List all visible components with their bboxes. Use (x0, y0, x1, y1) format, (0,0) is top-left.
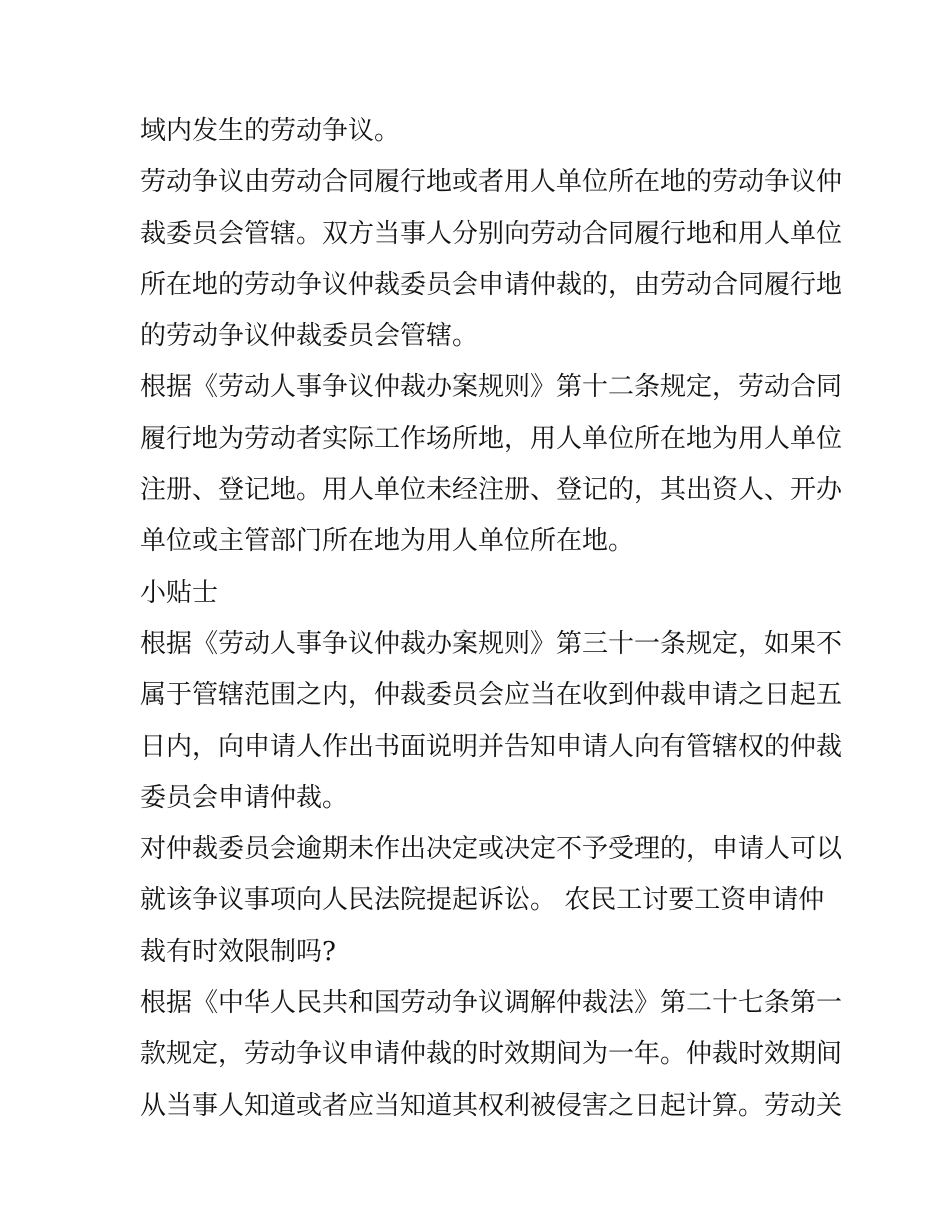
text-line: 裁委员会管辖。双方当事人分别向劳动合同履行地和用人单位 (140, 218, 843, 249)
text-line: 就该争议事项向人民法院提起诉讼。 农民工讨要工资申请仲 (140, 885, 825, 916)
text-line: 裁有时效限制吗? (140, 936, 336, 967)
text-line: 属于管辖范围之内，仲裁委员会应当在收到仲裁申请之日起五 (140, 680, 843, 711)
text-line: 注册、登记地。用人单位未经注册、登记的，其出资人、开办 (140, 475, 843, 506)
text-line: 从当事人知道或者应当知道其权利被侵害之日起计算。劳动关 (140, 1090, 843, 1121)
text-line: 款规定，劳动争议申请仲裁的时效期间为一年。仲裁时效期间 (140, 1039, 843, 1070)
section-heading: 小贴士 (140, 577, 219, 608)
text-line: 劳动争议由劳动合同履行地或者用人单位所在地的劳动争议仲 (140, 167, 843, 198)
text-line: 根据《中华人民共和国劳动争议调解仲裁法》第二十七条第一 (140, 988, 843, 1019)
text-line: 域内发生的劳动争议。 (140, 116, 401, 146)
text-line: 的劳动争议仲裁委员会管辖。 (140, 321, 479, 352)
text-line: 对仲裁委员会逾期未作出决定或决定不予受理的，申请人可以 (140, 834, 843, 865)
text-line: 根据《劳动人事争议仲裁办案规则》第三十一条规定，如果不 (140, 628, 843, 659)
text-line: 日内，向申请人作出书面说明并告知申请人向有管辖权的仲裁 (140, 731, 843, 762)
document-body (140, 106, 843, 1132)
text-line: 所在地的劳动争议仲裁委员会申请仲裁的，由劳动合同履行地 (140, 269, 843, 300)
text-line: 委员会申请仲裁。 (140, 782, 349, 813)
text-line: 根据《劳动人事争议仲裁办案规则》第十二条规定，劳动合同 (140, 372, 843, 403)
text-line: 履行地为劳动者实际工作场所地，用人单位所在地为用人单位 (140, 423, 843, 454)
text-line: 单位或主管部门所在地为用人单位所在地。 (140, 526, 635, 557)
